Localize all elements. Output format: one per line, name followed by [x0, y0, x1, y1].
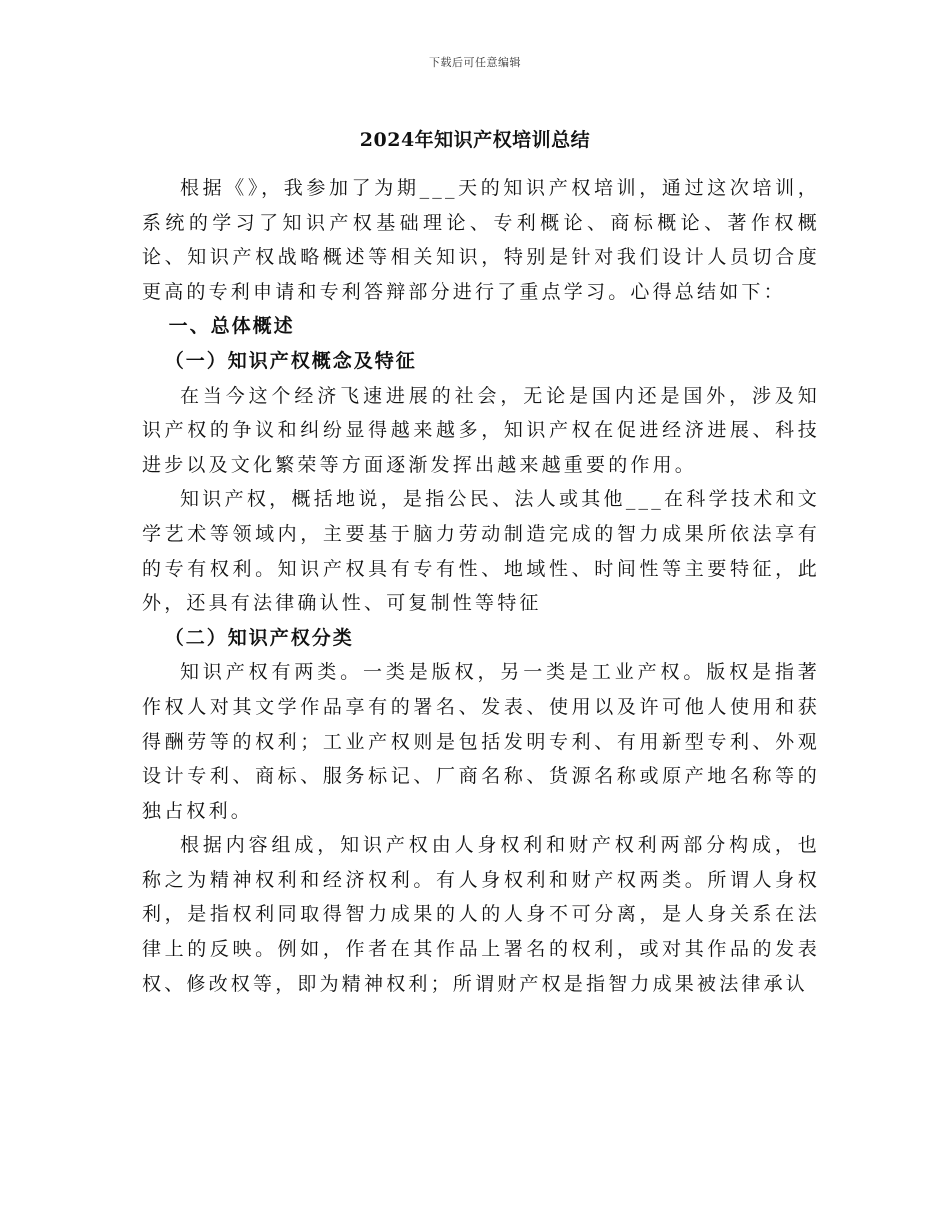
document-title: 2024年知识产权培训总结 — [359, 129, 591, 151]
heading-overview: 一、总体概述 — [168, 315, 295, 338]
paragraph-intro: 根据《》，我参加了为期___天的知识产权培训，通过这次培训，系统的学习了知识产权基础理论、专利概论、商标概论、著作权概论、知识产权战略概述等相关知识，特别是针对我们设计人员切合度更高的专利申请和专利答辩部分进行了重点学习。心得总结如下： — [142, 177, 820, 303]
header-note: 下载后可任意编辑 — [429, 56, 521, 69]
paragraph-definition: 知识产权，概括地说，是指公民、法人或其他___在科学技术和文学艺术等领域内，主要基于脑力劳动制造完成的智力成果所依法享有的专有权利。知识产权具有专有性、地域性、时间性等主要特征，此外，还具有法律确认性、可复制性等特征 — [142, 488, 820, 615]
paragraph-rights-composition: 根据内容组成，知识产权由人身权利和财产权利两部分构成，也称之为精神权利和经济权利。有人身权利和财产权两类。所谓人身权利，是指权利同取得智力成果的人的人身不可分离，是人身关系在法律上的反映。例如，作者在其作品上署名的权利，或对其作品的发表权、修改权等，即为精神权利；所谓财产权是指智力成果被法律承认 — [142, 834, 820, 995]
paragraph-two-types: 知识产权有两类。一类是版权，另一类是工业产权。版权是指著作权人对其文学作品享有的署名、发表、使用以及许可他人使用和获得酬劳等的权利；工业产权则是包括发明专利、有用新型专利、外观设计专利、商标、服务标记、厂商名称、货源名称或原产地名称等的独占权利。 — [142, 661, 820, 822]
heading-classification: （二）知识产权分类 — [164, 626, 354, 649]
heading-concept-features: （一）知识产权概念及特征 — [164, 349, 417, 372]
document-body — [142, 171, 820, 1001]
paragraph-context: 在当今这个经济飞速进展的社会，无论是国内还是国外，涉及知识产权的争议和纠纷显得越来越多，知识产权在促进经济进展、科技进步以及文化繁荣等方面逐渐发挥出越来越重要的作用。 — [142, 384, 820, 476]
